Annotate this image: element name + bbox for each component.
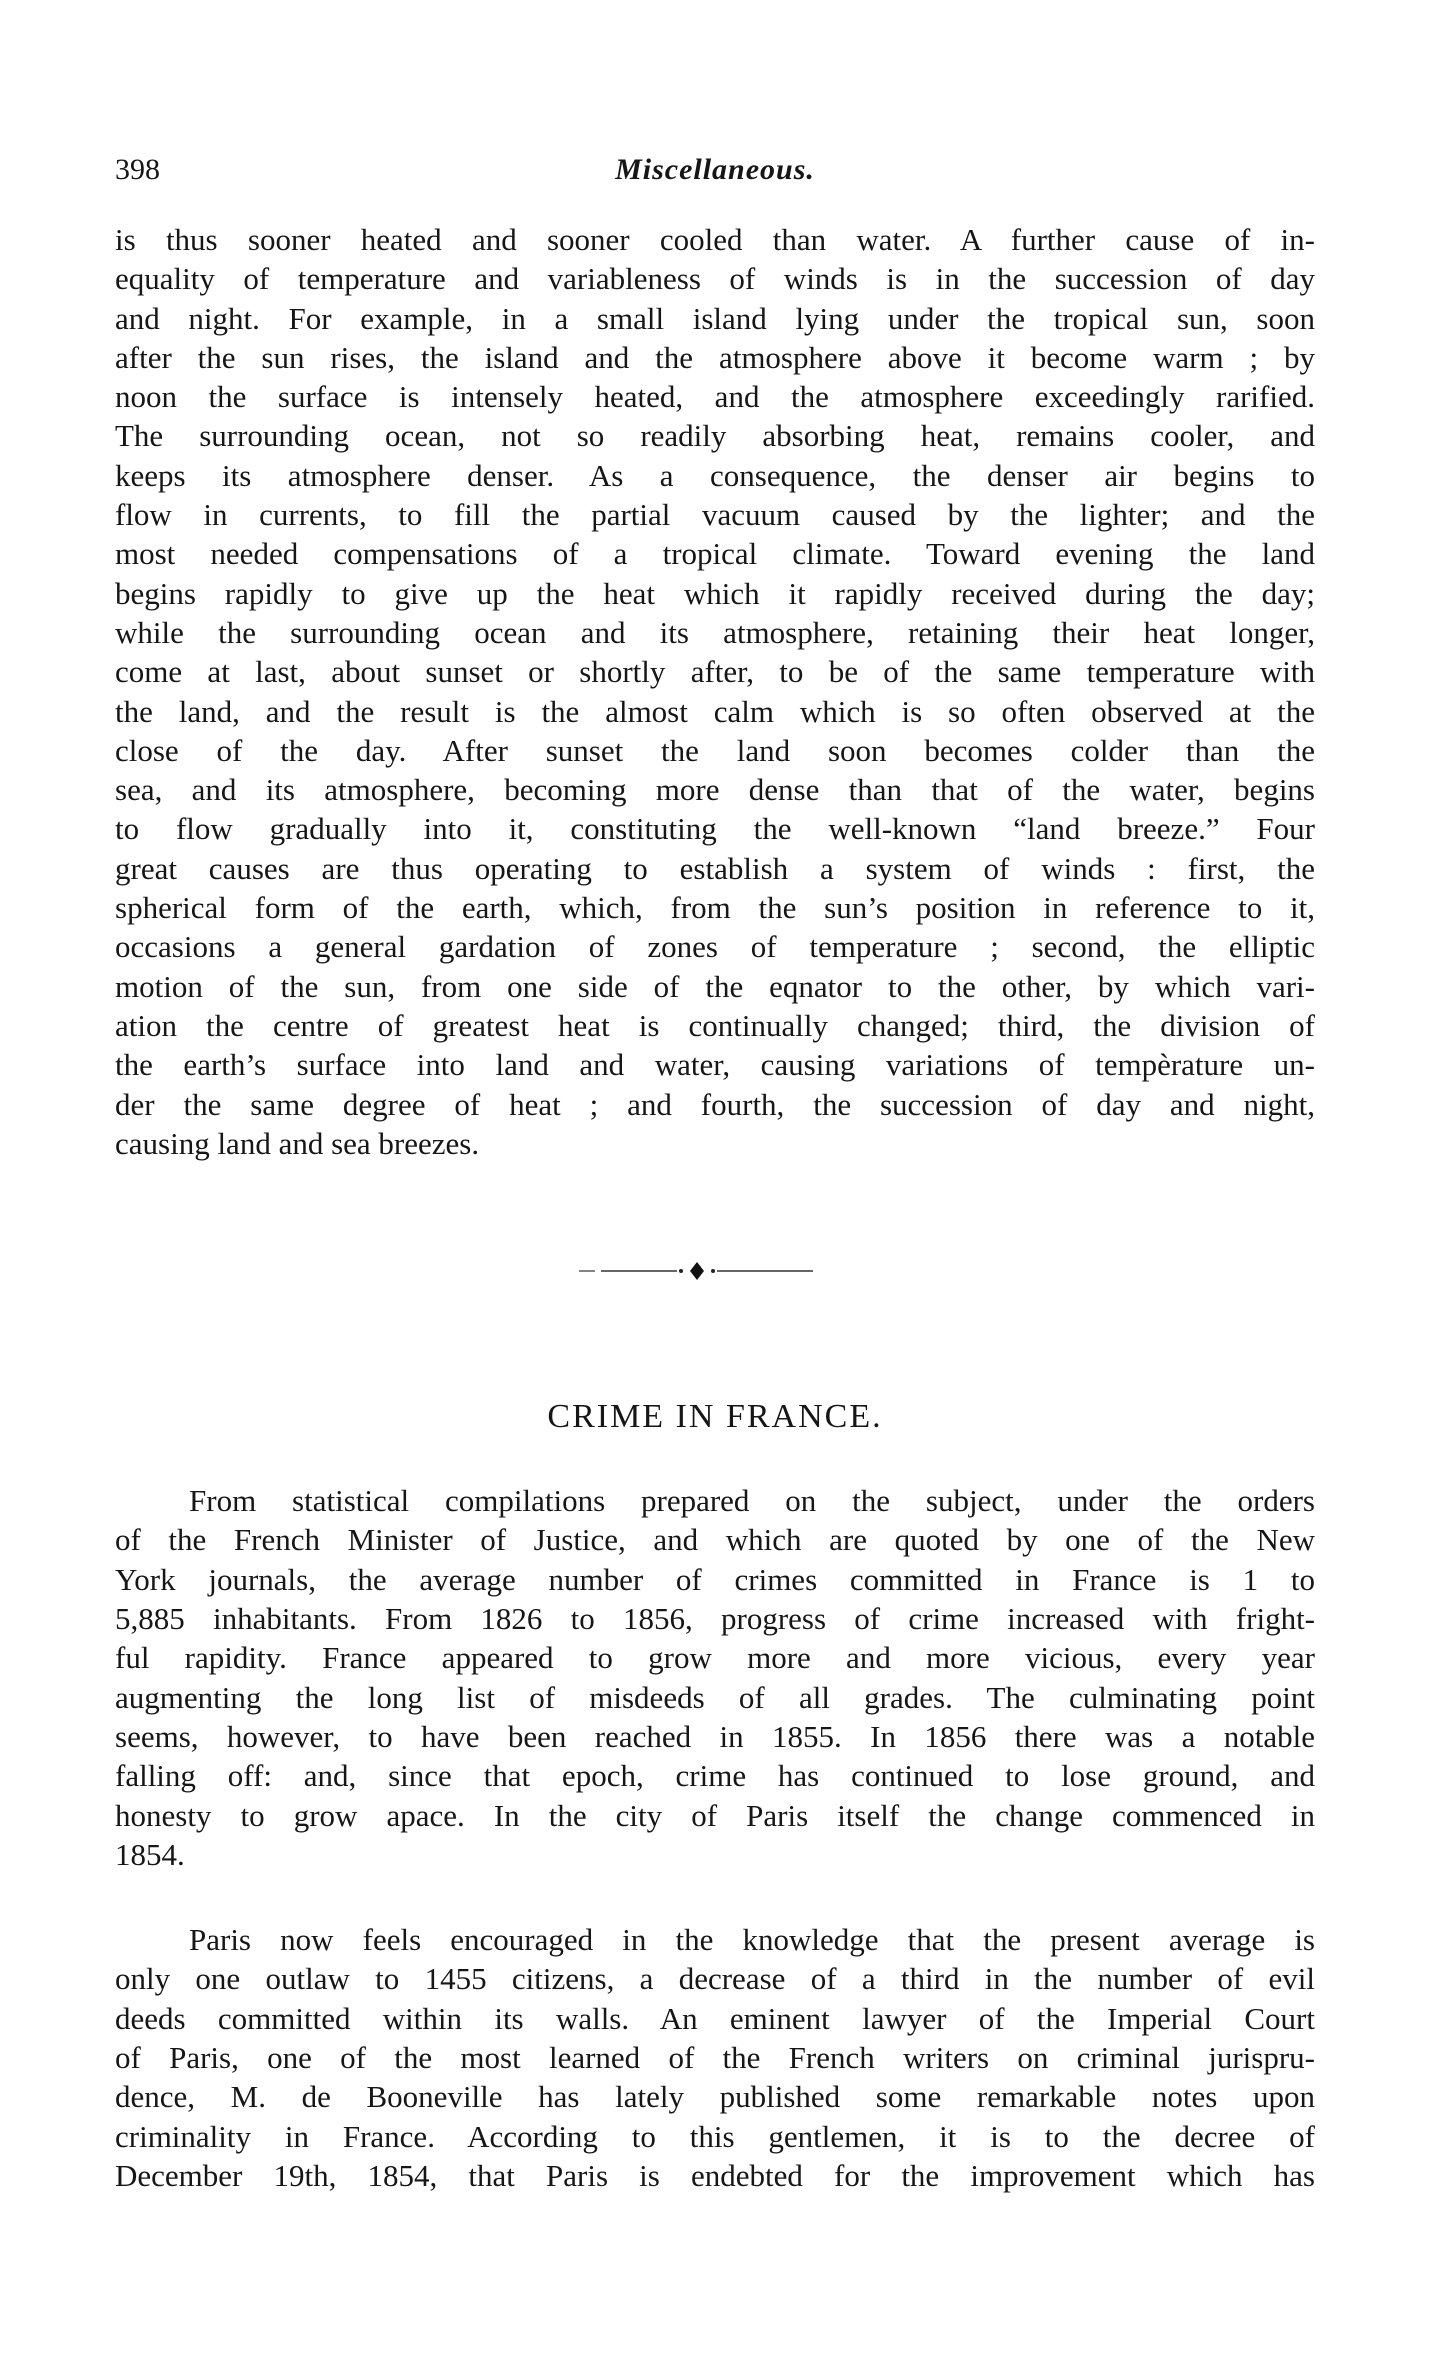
text-line: From statistical compilations prepared on the subject, under the orders	[189, 1483, 1315, 1519]
text-line: sea, and its atmosphere, becoming more dense than that of the water, begins	[115, 772, 1315, 808]
text-line: the land, and the result is the almost calm which is so often observed at the	[115, 693, 1315, 729]
text-line: ful rapidity. France appeared to grow more and more vicious, every year	[115, 1640, 1315, 1676]
text-line: come at last, about sunset or shortly after, to be of the same temperature with	[115, 654, 1315, 690]
continued-paragraph	[115, 220, 1315, 1163]
text-line: keeps its atmosphere denser. As a consequence, the denser air begins to	[115, 457, 1315, 493]
text-line: and night. For example, in a small island lying under the tropical sun, soon	[115, 300, 1315, 336]
text-line: causing land and sea breezes.	[115, 1125, 480, 1161]
running-head	[115, 150, 1315, 190]
section-divider-ornament	[115, 1259, 1315, 1283]
text-line: flow in currents, to fill the partial vacuum caused by the lighter; and the	[115, 497, 1315, 533]
text-line: great causes are thus operating to establish a system of winds : first, the	[115, 850, 1315, 886]
text-line: York journals, the average number of crimes committed in France is 1 to	[115, 1561, 1315, 1597]
text-line: ation the centre of greatest heat is continually changed; third, the division of	[115, 1007, 1315, 1043]
page-number: 398	[115, 153, 160, 186]
text-line: while the surrounding ocean and its atmosphere, retaining their heat longer,	[115, 614, 1315, 650]
text-line: only one outlaw to 1455 citizens, a decrease of a third in the number of evil	[115, 1961, 1315, 1997]
running-title: Miscellaneous.	[615, 153, 815, 186]
section-paragraph-2	[115, 1920, 1315, 2195]
text-line: augmenting the long list of misdeeds of all grades. The culminating point	[115, 1679, 1315, 1715]
text-line: honesty to grow apace. In the city of Paris itself the change commenced in	[115, 1797, 1315, 1833]
text-line: dence, M. de Booneville has lately published some remarkable notes upon	[115, 2079, 1315, 2115]
text-line: criminality in France. According to this gentlemen, it is to the decree of	[115, 2118, 1315, 2154]
text-line: noon the surface is intensely heated, and the atmosphere exceedingly rarified.	[115, 379, 1315, 415]
text-line: falling off: and, since that epoch, crime has continued to lose ground, and	[115, 1758, 1315, 1794]
text-line: 5,885 inhabitants. From 1826 to 1856, progress of crime increased with fright-	[115, 1601, 1315, 1637]
text-line: the earth’s surface into land and water, causing variations of tempèrature un-	[115, 1047, 1315, 1083]
text-line: Paris now feels encouraged in the knowledge that the present average is	[189, 1922, 1315, 1958]
text-line: deeds committed within its walls. An eminent lawyer of the Imperial Court	[115, 2000, 1315, 2036]
text-line: seems, however, to have been reached in 1855. In 1856 there was a notable	[115, 1718, 1315, 1754]
text-line: motion of the sun, from one side of the eqnator to the other, by which vari-	[115, 968, 1315, 1004]
text-line: begins rapidly to give up the heat which it rapidly received during the day;	[115, 575, 1315, 611]
section-paragraph-1	[115, 1481, 1315, 1874]
section-title: CRIME IN FRANCE.	[547, 1398, 883, 1436]
text-line: of Paris, one of the most learned of the French writers on criminal jurispru-	[115, 2039, 1315, 2075]
document-page	[115, 150, 1315, 2195]
text-line: is thus sooner heated and sooner cooled than water. A further cause of in-	[115, 222, 1315, 257]
text-line: equality of temperature and variableness of winds is in the succession of day	[115, 261, 1315, 297]
text-line: close of the day. After sunset the land soon becomes colder than the	[115, 732, 1315, 768]
text-line: 1854.	[115, 1836, 185, 1872]
text-line: The surrounding ocean, not so readily absorbing heat, remains cooler, and	[115, 418, 1315, 454]
text-line: to flow gradually into it, constituting the well-known “land breeze.” Four	[115, 811, 1315, 847]
text-line: spherical form of the earth, which, from the sun’s position in reference to it,	[115, 890, 1315, 926]
text-line: after the sun rises, the island and the atmosphere above it become warm ; by	[115, 339, 1315, 375]
divider-ornament-icon	[577, 1259, 817, 1283]
text-line: of the French Minister of Justice, and which are quoted by one of the New	[115, 1522, 1315, 1558]
text-line: December 19th, 1854, that Paris is endebted for the improvement which has	[115, 2157, 1315, 2193]
text-line: occasions a general gardation of zones of temperature ; second, the elliptic	[115, 929, 1315, 965]
text-line: most needed compensations of a tropical climate. Toward evening the land	[115, 536, 1315, 572]
text-line: der the same degree of heat ; and fourth, the succession of day and night,	[115, 1086, 1315, 1122]
